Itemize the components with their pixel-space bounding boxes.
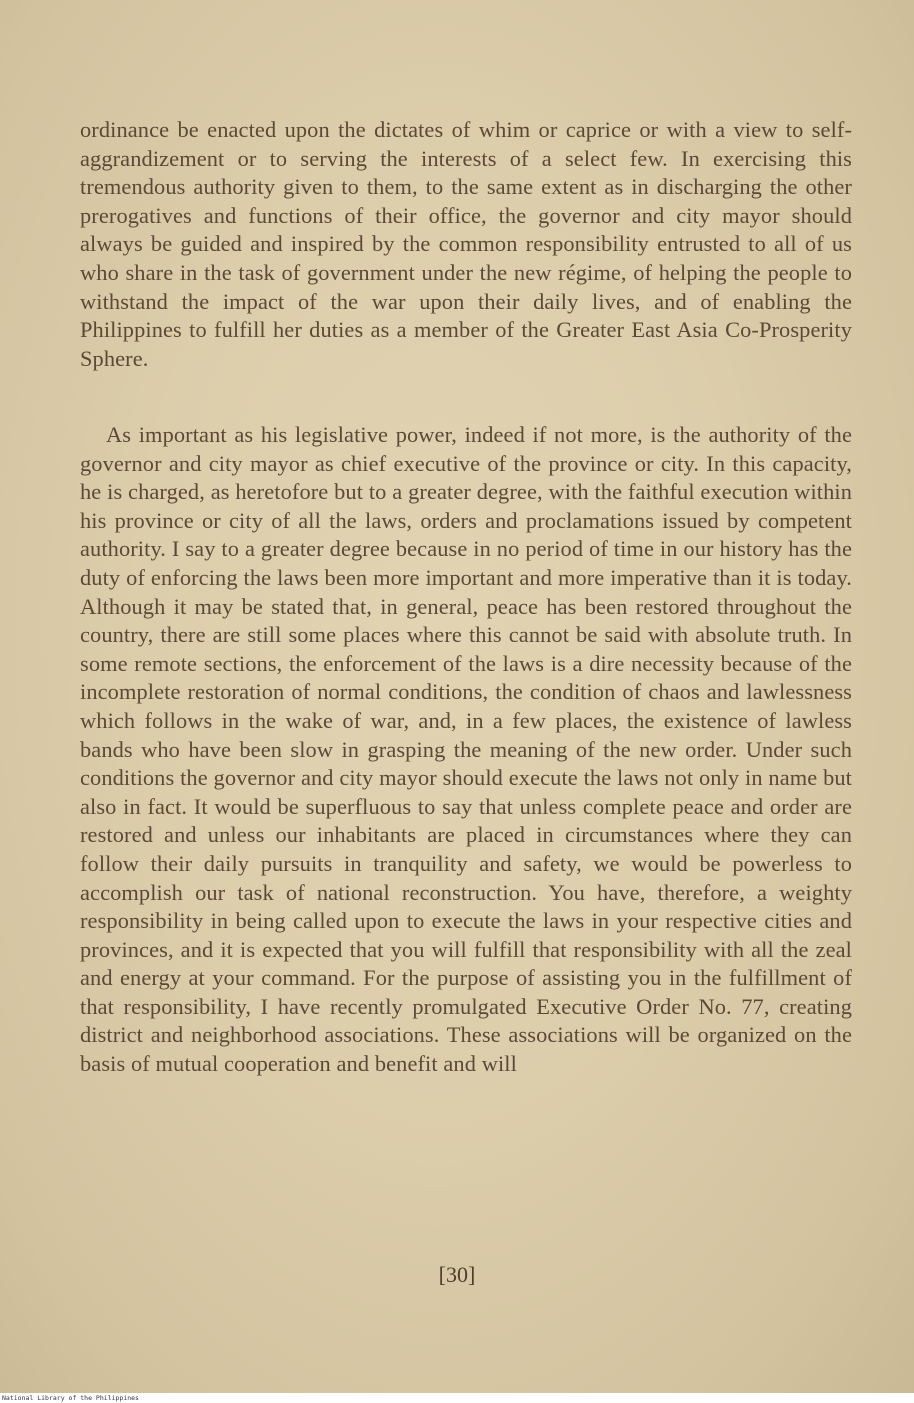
- paragraph-continuation: [80, 116, 852, 373]
- paragraph-executive-authority: [80, 421, 852, 1079]
- library-credit: National Library of the Philippines: [2, 1394, 139, 1402]
- paragraph-text: ordinance be enacted upon the dictates of whim or caprice or with a view to self-aggrandizement or to serving the interests of a select few. In exercising this tremendous authority given to them, to the same extent as in discharging the other prerogatives and functions of their office, the governor and city mayor should always be guided and inspired by the common responsibility entrusted to all of us who share in the task of government under the new régime, of helping the people to withstand the impact of the war upon their daily lives, and of enabling the Philippines to fulfill her duties as a member of the Greater East Asia Co-Prosperity Sphere.: [80, 117, 852, 371]
- paragraph-text: As important as his legislative power, indeed if not more, is the authority of the governor and city mayor as chief executive of the province or city. In this capacity, he is charged, as heretofore but to a greater degree, with the faithful execution within his province or city of all the laws, orders and proclamations issued by competent authority. I say to a greater degree because in no period of time in our history has the duty of enforcing the laws been more important and more imperative than it is today. Although it may be stated that, in general, peace has been restored throughout the country, there are still some places where this cannot be said with absolute truth. In some remote sections, the enforcement of the laws is a dire necessity because of the incomplete restoration of normal conditions, the condition of chaos and lawlessness which follows in the wake of war, and, in a few places, the existence of lawless bands who have been slow in grasping the meaning of the new order. Under such conditions the governor and city mayor should execute the laws not only in name but also in fact. It would be superfluous to say that unless complete peace and order are restored and unless our inhabitants are placed in circumstances where they can follow their daily pursuits in tranquility and safety, we would be powerless to accomplish our task of national reconstruction. You have, therefore, a weighty responsibility in being called upon to execute the laws in your respective cities and provinces, and it is expected that you will fulfill that responsibility with all the zeal and energy at your command. For the purpose of assisting you in the fulfillment of that responsibility, I have recently promulgated Executive Order No. 77, creating district and neighborhood associations. These associations will be organized on the basis of mutual cooperation and benefit and will: [80, 422, 852, 1077]
- page-number: [30]: [438, 1262, 476, 1287]
